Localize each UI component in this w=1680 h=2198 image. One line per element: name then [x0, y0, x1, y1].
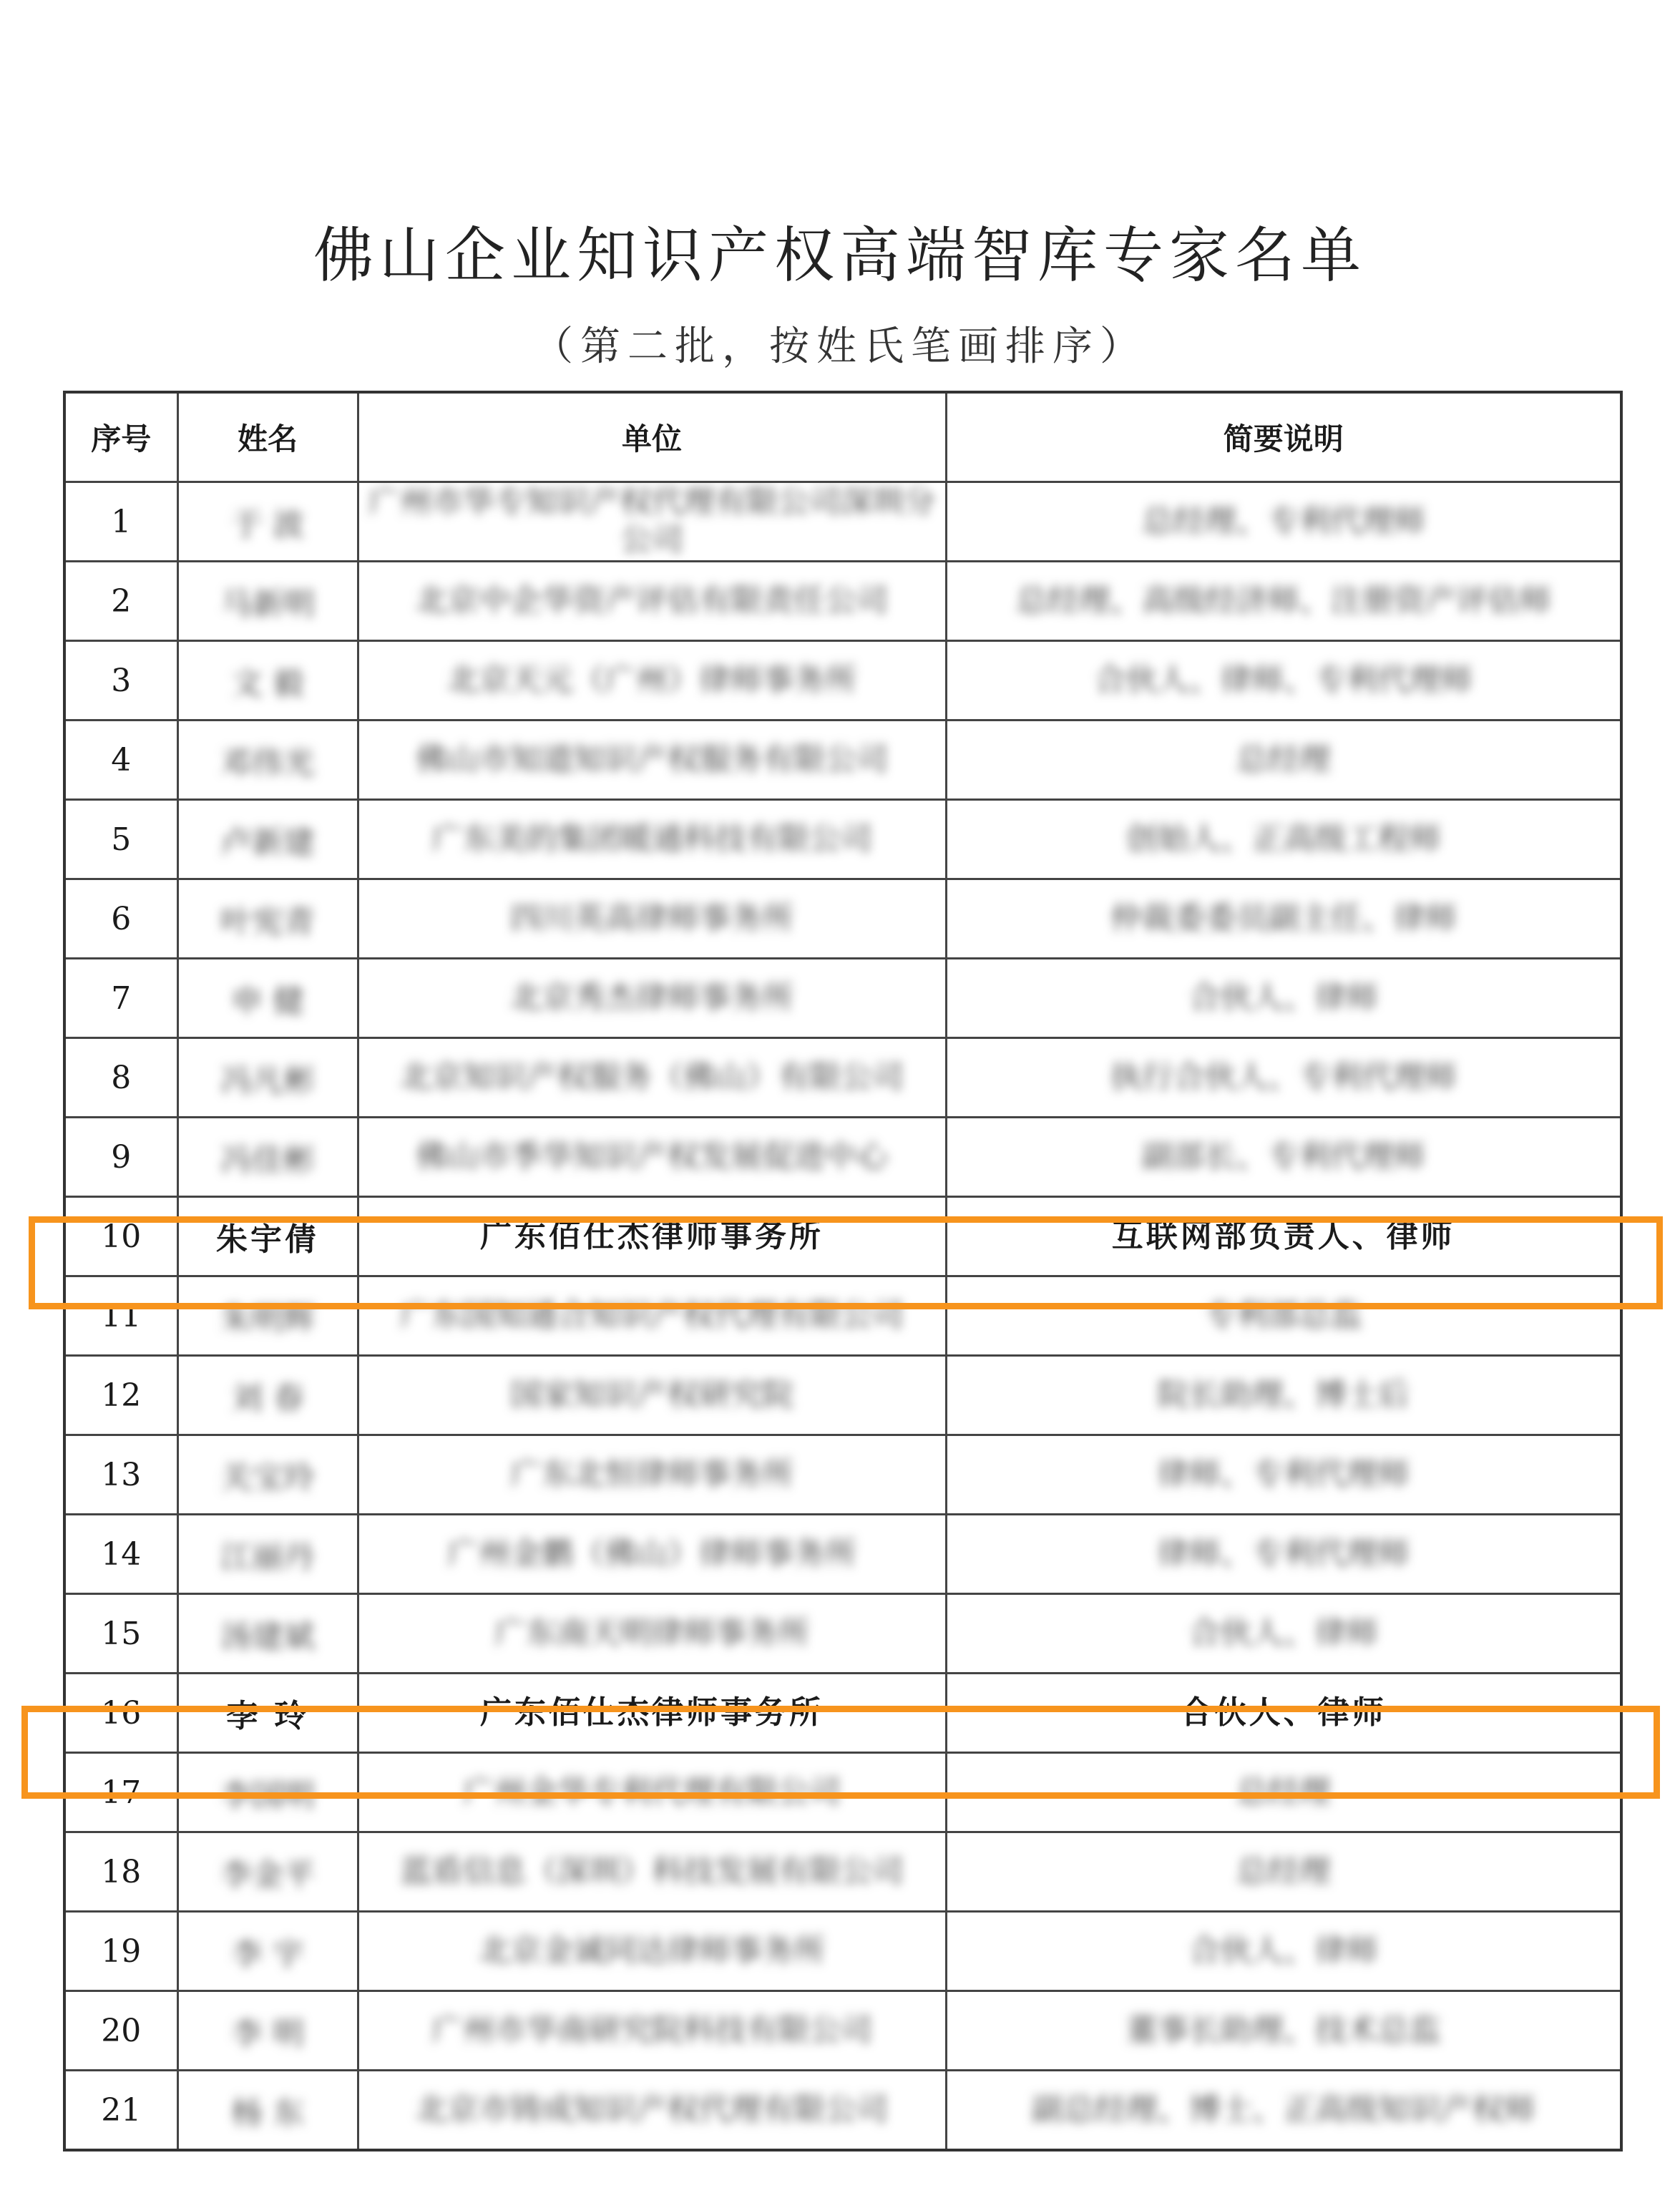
table-row [64, 721, 1621, 800]
expert-description [946, 800, 1621, 879]
expert-name-text: 汤建斌 [220, 1618, 315, 1655]
row-number-text: 7 [111, 980, 132, 1017]
row-number-text: 19 [101, 1933, 142, 1970]
expert-description [946, 879, 1621, 959]
expert-description [946, 1912, 1621, 1991]
expert-unit [358, 721, 946, 800]
row-number-text: 6 [111, 900, 132, 937]
expert-unit [358, 1832, 946, 1912]
row-number [64, 482, 177, 562]
table-row [64, 879, 1621, 959]
expert-description [946, 721, 1621, 800]
expert-name [177, 1038, 358, 1118]
expert-name-text: 江丽丹 [220, 1539, 315, 1576]
expert-unit [358, 641, 946, 721]
expert-unit-text: 广东南天明律师事务所 [494, 1614, 809, 1651]
row-number [64, 800, 177, 879]
header-description: 简要说明 [946, 392, 1621, 482]
expert-unit-text: 北京市铸成知识产权代理有限公司 [416, 2091, 888, 2128]
expert-unit [358, 1276, 946, 1356]
expert-name-text: 关宝玲 [220, 1460, 315, 1496]
expert-unit [358, 800, 946, 879]
table-row [64, 1991, 1621, 2071]
expert-name [177, 2071, 358, 2151]
row-number [64, 1276, 177, 1356]
expert-name [177, 1832, 358, 1912]
row-number [64, 562, 177, 641]
expert-description [946, 482, 1621, 562]
row-number [64, 1356, 177, 1435]
expert-description-text: 律师、专利代理师 [1157, 1455, 1410, 1493]
row-number-text: 16 [101, 1694, 142, 1731]
row-number [64, 2071, 177, 2151]
row-number-text: 13 [101, 1456, 142, 1493]
row-number [64, 1515, 177, 1594]
expert-description [946, 1515, 1621, 1594]
expert-description [946, 1753, 1621, 1832]
expert-name [177, 1912, 358, 1991]
row-number [64, 1594, 177, 1674]
expert-name-text: 刘 春 [231, 1380, 304, 1417]
expert-name-text: 李 玲 [226, 1698, 309, 1734]
expert-description [946, 2071, 1621, 2151]
expert-description-text: 合伙人、律师、专利代理师 [1094, 661, 1473, 698]
expert-name [177, 1356, 358, 1435]
expert-description-text: 律师、专利代理师 [1157, 1535, 1410, 1572]
row-number [64, 1832, 177, 1912]
expert-name-text: 李国明 [220, 1777, 315, 1814]
expert-description-text: 创始人、正高级工程师 [1125, 820, 1441, 857]
expert-description-text: 总经理、专利代理师 [1141, 502, 1425, 539]
row-number [64, 1435, 177, 1515]
row-number [64, 1991, 177, 2071]
row-number [64, 641, 177, 721]
expert-description-text: 专利部总监 [1204, 1296, 1362, 1334]
table-row [64, 1832, 1621, 1912]
table-row [64, 482, 1621, 562]
expert-unit-text: 广东美的集团暖通科技有限公司 [431, 820, 872, 857]
expert-unit-text: 国家知识产权研究院 [510, 1376, 793, 1413]
expert-name [177, 1753, 358, 1832]
row-number-text: 4 [111, 741, 132, 778]
table-row [64, 959, 1621, 1038]
expert-description-text: 总经理 [1236, 741, 1331, 778]
row-number [64, 1197, 177, 1276]
expert-name-text: 邓伟光 [220, 745, 315, 781]
expert-unit [358, 1594, 946, 1674]
expert-unit [358, 1674, 946, 1753]
expert-name-text: 杨 东 [231, 2095, 304, 2131]
expert-name [177, 1276, 358, 1356]
row-number-text: 20 [101, 2012, 142, 2049]
expert-description-text: 总经理 [1236, 1852, 1331, 1890]
expert-unit [358, 959, 946, 1038]
expert-unit [358, 1991, 946, 2071]
expert-name [177, 1674, 358, 1753]
expert-description-text: 院长助理、博士后 [1157, 1376, 1410, 1413]
expert-unit [358, 1356, 946, 1435]
expert-unit-text: 北京中企华资产评估有限责任公司 [416, 582, 888, 619]
expert-name-text: 李 明 [231, 2016, 304, 2052]
row-number [64, 1753, 177, 1832]
expert-description-text: 总经理 [1236, 1773, 1331, 1810]
table-row [64, 1118, 1621, 1197]
expert-name-text: 朱宇倩 [216, 1221, 319, 1258]
expert-unit [358, 879, 946, 959]
expert-name-text: 李金平 [220, 1857, 315, 1893]
table-row [64, 1594, 1621, 1674]
expert-name [177, 562, 358, 641]
expert-description [946, 1435, 1621, 1515]
expert-description [946, 641, 1621, 721]
expert-description-text: 合伙人、律师 [1188, 1614, 1378, 1651]
expert-name-text: 申 健 [231, 983, 304, 1020]
expert-description-text: 合伙人、律师 [1180, 1694, 1387, 1731]
expert-unit [358, 1197, 946, 1276]
row-number-text: 3 [111, 662, 132, 699]
expert-name-text: 冯佳彬 [220, 1142, 315, 1178]
expert-description-text: 合伙人、律师 [1188, 979, 1378, 1016]
row-number [64, 879, 177, 959]
expert-description-text: 副总经理、博士、正高级知识产权师 [1031, 2091, 1535, 2128]
expert-description [946, 1674, 1621, 1753]
row-number-text: 2 [111, 582, 132, 620]
table-row [64, 2071, 1621, 2151]
expert-unit-text: 蓝盾信息（深圳）科技发展有限公司 [400, 1852, 904, 1890]
expert-unit [358, 1753, 946, 1832]
document-subtitle: （第二批，按姓氏笔画排序） [533, 323, 1147, 370]
row-number [64, 721, 177, 800]
expert-name-text: 于 波 [231, 507, 304, 543]
row-number-text: 10 [101, 1218, 142, 1255]
expert-description [946, 1118, 1621, 1197]
expert-unit [358, 482, 946, 562]
expert-name [177, 641, 358, 721]
expert-name [177, 721, 358, 800]
expert-name [177, 1991, 358, 2071]
expert-name-text: 李 宇 [231, 1936, 304, 1973]
expert-name [177, 800, 358, 879]
expert-unit-text: 北京金诚同达律师事务所 [479, 1932, 825, 1969]
expert-unit [358, 562, 946, 641]
expert-name [177, 1515, 358, 1594]
row-number [64, 1912, 177, 1991]
expert-unit-text: 广东北恒律师事务所 [510, 1455, 793, 1493]
document-title: 佛山企业知识产权高端智库专家名单 [313, 220, 1367, 290]
table-header-row [64, 392, 1621, 482]
expert-name [177, 1197, 358, 1276]
row-number-text: 12 [101, 1377, 142, 1414]
expert-unit [358, 1515, 946, 1594]
expert-unit-text: 北京秀杰律师事务所 [510, 979, 793, 1016]
header-number: 序号 [64, 392, 177, 482]
expert-description [946, 1594, 1621, 1674]
table-row [64, 1515, 1621, 1594]
row-number-text: 11 [101, 1297, 142, 1334]
expert-name [177, 1118, 358, 1197]
header-name: 姓名 [177, 392, 358, 482]
table-row [64, 1276, 1621, 1356]
expert-unit-text: 广东国知通合知识产权代理有限公司 [400, 1296, 904, 1334]
table-row [64, 1356, 1621, 1435]
expert-name-text: 文 毅 [231, 665, 304, 702]
expert-unit [358, 1435, 946, 1515]
header-unit: 单位 [358, 392, 946, 482]
expert-name-text: 叶宪青 [220, 904, 315, 940]
expert-name [177, 879, 358, 959]
expert-unit-text: 广州金鹏（佛山）律师事务所 [447, 1535, 856, 1572]
row-number [64, 1038, 177, 1118]
expert-unit [358, 1118, 946, 1197]
expert-name [177, 1435, 358, 1515]
expert-unit-text: 广东佰仕杰律师事务所 [480, 1694, 824, 1731]
expert-name-text: 冯凡彬 [220, 1063, 315, 1099]
row-number-text: 14 [101, 1535, 142, 1573]
row-number-text: 5 [111, 821, 132, 858]
expert-description [946, 1832, 1621, 1912]
table-row [64, 1753, 1621, 1832]
expert-description-text: 总经理、高级经济师、注册资产评估师 [1015, 582, 1551, 619]
row-number [64, 1674, 177, 1753]
row-number-text: 17 [101, 1774, 142, 1811]
expert-unit [358, 1038, 946, 1118]
expert-description [946, 1276, 1621, 1356]
expert-description-text: 仲裁委委员副主任、律师 [1110, 899, 1457, 937]
expert-name-text: 朱明辉 [220, 1301, 315, 1337]
expert-description [946, 959, 1621, 1038]
expert-description [946, 562, 1621, 641]
table-row [64, 1912, 1621, 1991]
expert-unit-text: 广州金华专利代理有限公司 [463, 1773, 841, 1810]
expert-unit-text: 北京天元（广州）律师事务所 [447, 661, 856, 698]
expert-name [177, 959, 358, 1038]
expert-unit-text: 广州市华专知识产权代理有限公司深圳分公司 [368, 484, 935, 558]
expert-description [946, 1038, 1621, 1118]
expert-name [177, 1594, 358, 1674]
table-row [64, 1038, 1621, 1118]
expert-table [63, 391, 1623, 2151]
expert-description [946, 1356, 1621, 1435]
expert-description-text: 董事长助理、技术总监 [1125, 2011, 1441, 2048]
row-number-text: 9 [111, 1138, 132, 1176]
table-row [64, 641, 1621, 721]
expert-description-text: 执行合伙人、专利代理师 [1110, 1058, 1457, 1095]
table-row [64, 800, 1621, 879]
expert-name [177, 482, 358, 562]
table-row [64, 1674, 1621, 1753]
expert-unit-text: 佛山市季华知识产权发展促进中心 [416, 1138, 888, 1175]
expert-unit-text: 佛山市知道知识产权服务有限公司 [416, 741, 888, 778]
expert-unit [358, 2071, 946, 2151]
row-number-text: 21 [101, 2091, 142, 2129]
table-row [64, 1435, 1621, 1515]
row-number [64, 959, 177, 1038]
expert-description-text: 互联网部负责人、律师 [1111, 1217, 1455, 1254]
table-row [64, 562, 1621, 641]
row-number-text: 1 [111, 503, 132, 540]
expert-unit-text: 广州市华南研究院科技有限公司 [431, 2011, 872, 2048]
expert-name-text: 马新明 [220, 586, 315, 622]
row-number-text: 18 [101, 1853, 142, 1890]
row-number [64, 1118, 177, 1197]
table-row [64, 1197, 1621, 1276]
expert-name-text: 卢新建 [220, 824, 315, 861]
expert-unit [358, 1912, 946, 1991]
expert-description-text: 合伙人、律师 [1188, 1932, 1378, 1969]
expert-unit-text: 北京知识产权服务（佛山）有限公司 [400, 1058, 904, 1095]
row-number-text: 15 [101, 1615, 142, 1652]
expert-description [946, 1197, 1621, 1276]
expert-unit-text: 四川英高律师事务所 [510, 899, 793, 937]
expert-description-text: 副部长、专利代理师 [1141, 1138, 1425, 1175]
row-number-text: 8 [111, 1059, 132, 1096]
expert-description [946, 1991, 1621, 2071]
expert-unit-text: 广东佰仕杰律师事务所 [480, 1217, 824, 1254]
